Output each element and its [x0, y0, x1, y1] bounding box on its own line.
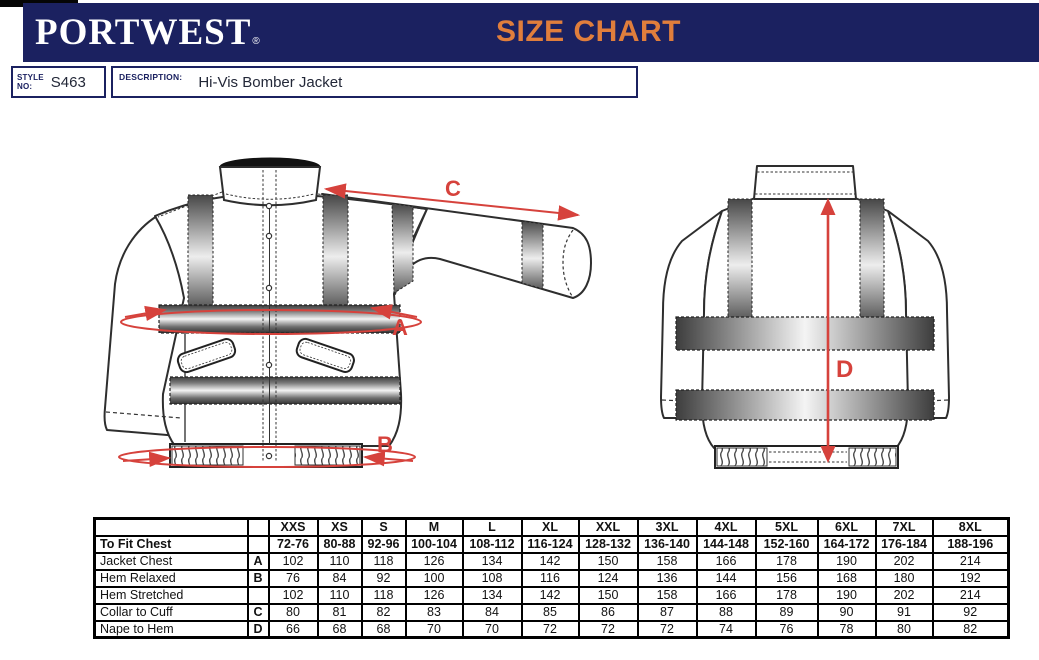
- size-table-wrap: [93, 517, 1010, 639]
- measure-letter: D: [248, 621, 269, 638]
- fit-chest-value: 108-112: [463, 536, 522, 553]
- measure-value: 214: [933, 553, 1009, 570]
- fit-chest-value: 144-148: [697, 536, 756, 553]
- measure-value: 82: [933, 621, 1009, 638]
- measure-value: 202: [876, 553, 933, 570]
- table-row: [95, 519, 1009, 536]
- front-lower-tape: [170, 377, 400, 404]
- measure-value: 72: [579, 621, 638, 638]
- table-row: [95, 553, 1009, 570]
- fit-chest-value: 176-184: [876, 536, 933, 553]
- table-row: [95, 570, 1009, 587]
- measure-value: 91: [876, 604, 933, 621]
- measure-value: 108: [463, 570, 522, 587]
- measure-value: 214: [933, 587, 1009, 604]
- measure-value: 150: [579, 553, 638, 570]
- measure-label: Hem Stretched: [95, 587, 248, 604]
- style-no-value: S463: [50, 73, 86, 91]
- measure-value: 68: [362, 621, 406, 638]
- measure-value: 178: [756, 553, 818, 570]
- measure-letter: C: [248, 604, 269, 621]
- size-header-cell: 4XL: [697, 519, 756, 536]
- size-header-cell: 5XL: [756, 519, 818, 536]
- fit-chest-value: 72-76: [269, 536, 318, 553]
- measure-value: 76: [269, 570, 318, 587]
- measure-value: 166: [697, 587, 756, 604]
- measure-value: 68: [318, 621, 362, 638]
- registered-mark-icon: ®: [252, 36, 261, 47]
- measure-b-arrow-right: [365, 457, 413, 461]
- style-no-label: [17, 73, 44, 91]
- size-header-cell: M: [406, 519, 463, 536]
- measure-letter: [248, 587, 269, 604]
- measure-label-a: A: [392, 315, 408, 340]
- fit-chest-value: 80-88: [318, 536, 362, 553]
- measure-value: 76: [756, 621, 818, 638]
- size-header-cell: 3XL: [638, 519, 697, 536]
- brand-text: PORTWEST: [35, 12, 252, 53]
- collar: [220, 167, 320, 205]
- fit-chest-value: 152-160: [756, 536, 818, 553]
- measure-label: Collar to Cuff: [95, 604, 248, 621]
- description-label: DESCRIPTION:: [119, 72, 183, 82]
- size-table: [93, 517, 1010, 639]
- measure-label: Jacket Chest: [95, 553, 248, 570]
- letter-header-cell: [248, 519, 269, 536]
- sleeve-tape-upper: [392, 204, 413, 294]
- measure-value: 156: [756, 570, 818, 587]
- measure-value: 110: [318, 587, 362, 604]
- description-value: Hi-Vis Bomber Jacket: [198, 73, 343, 91]
- size-header-cell: XS: [318, 519, 362, 536]
- fit-letter-cell: [248, 536, 269, 553]
- back-hem-rib-left: [717, 448, 767, 466]
- measure-value: 168: [818, 570, 876, 587]
- table-row: [95, 587, 1009, 604]
- back-shoulder-tape-left: [728, 199, 752, 319]
- page-title: SIZE CHART: [496, 15, 681, 48]
- measure-value: 150: [579, 587, 638, 604]
- size-header-cell: 8XL: [933, 519, 1009, 536]
- measure-value: 118: [362, 587, 406, 604]
- measure-value: 190: [818, 587, 876, 604]
- measure-value: 74: [697, 621, 756, 638]
- measure-value: 81: [318, 604, 362, 621]
- measure-value: 110: [318, 553, 362, 570]
- measure-value: 102: [269, 553, 318, 570]
- measure-b-arrow-left: [123, 458, 169, 461]
- measure-value: 116: [522, 570, 579, 587]
- measure-label: Nape to Hem: [95, 621, 248, 638]
- measure-value: 90: [818, 604, 876, 621]
- back-hem-rib-right: [849, 448, 896, 466]
- measure-letter: A: [248, 553, 269, 570]
- back-chest-tape: [676, 317, 934, 350]
- style-no-box: [11, 66, 106, 98]
- size-header-cell: XXS: [269, 519, 318, 536]
- brand-logo: [35, 14, 261, 51]
- fit-chest-value: 164-172: [818, 536, 876, 553]
- measure-value: 178: [756, 587, 818, 604]
- measure-value: 158: [638, 553, 697, 570]
- back-lower-tape: [676, 390, 934, 420]
- fit-chest-value: 128-132: [579, 536, 638, 553]
- size-header-cell: S: [362, 519, 406, 536]
- measure-value: 84: [463, 604, 522, 621]
- style-label-line2: NO:: [17, 82, 33, 91]
- measure-value: 190: [818, 553, 876, 570]
- measure-value: 80: [269, 604, 318, 621]
- measure-value: 102: [269, 587, 318, 604]
- measure-value: 84: [318, 570, 362, 587]
- description-box: [111, 66, 638, 98]
- measure-value: 202: [876, 587, 933, 604]
- measure-value: 126: [406, 553, 463, 570]
- header-bar: [23, 3, 1039, 62]
- measure-label-c: C: [445, 176, 461, 201]
- measure-value: 134: [463, 587, 522, 604]
- measure-value: 82: [362, 604, 406, 621]
- measure-value: 80: [876, 621, 933, 638]
- size-header-cell: 7XL: [876, 519, 933, 536]
- measure-value: 66: [269, 621, 318, 638]
- measure-value: 180: [876, 570, 933, 587]
- measure-value: 70: [406, 621, 463, 638]
- measure-value: 144: [697, 570, 756, 587]
- fit-chest-label: To Fit Chest: [95, 536, 248, 553]
- size-header-cell: XXL: [579, 519, 638, 536]
- measure-value: 70: [463, 621, 522, 638]
- measure-value: 92: [362, 570, 406, 587]
- table-row: [95, 536, 1009, 553]
- front-view-diagram: [95, 146, 605, 494]
- measure-value: 136: [638, 570, 697, 587]
- style-label-line1: STYLE: [17, 72, 44, 82]
- measure-value: 89: [756, 604, 818, 621]
- measure-value: 88: [697, 604, 756, 621]
- measure-value: 100: [406, 570, 463, 587]
- front-shoulder-tape-left: [188, 195, 213, 307]
- fit-chest-value: 100-104: [406, 536, 463, 553]
- corner-cell: [95, 519, 248, 536]
- measure-label-d: D: [836, 356, 854, 383]
- measure-value: 86: [579, 604, 638, 621]
- measure-value: 166: [697, 553, 756, 570]
- measure-value: 134: [463, 553, 522, 570]
- back-view-diagram: [648, 153, 978, 483]
- measure-value: 85: [522, 604, 579, 621]
- sleeve-tape-lower: [522, 221, 543, 289]
- measure-letter: B: [248, 570, 269, 587]
- measure-value: 192: [933, 570, 1009, 587]
- measure-value: 92: [933, 604, 1009, 621]
- fit-chest-value: 188-196: [933, 536, 1009, 553]
- measure-value: 83: [406, 604, 463, 621]
- measure-value: 124: [579, 570, 638, 587]
- measure-value: 142: [522, 553, 579, 570]
- measure-c-arrow-right: [452, 202, 578, 215]
- front-shoulder-tape-right: [323, 195, 348, 307]
- fit-chest-value: 92-96: [362, 536, 406, 553]
- size-header-cell: 6XL: [818, 519, 876, 536]
- measure-value: 126: [406, 587, 463, 604]
- measure-value: 87: [638, 604, 697, 621]
- size-header-cell: L: [463, 519, 522, 536]
- table-row: [95, 604, 1009, 621]
- measure-value: 142: [522, 587, 579, 604]
- measure-value: 72: [522, 621, 579, 638]
- fit-chest-value: 136-140: [638, 536, 697, 553]
- measure-label: Hem Relaxed: [95, 570, 248, 587]
- measure-value: 72: [638, 621, 697, 638]
- measure-value: 78: [818, 621, 876, 638]
- size-header-cell: XL: [522, 519, 579, 536]
- back-shoulder-tape-right: [860, 199, 884, 319]
- fit-chest-value: 116-124: [522, 536, 579, 553]
- measure-value: 158: [638, 587, 697, 604]
- table-row: [95, 621, 1009, 638]
- measure-label-b: B: [377, 432, 393, 457]
- measure-value: 118: [362, 553, 406, 570]
